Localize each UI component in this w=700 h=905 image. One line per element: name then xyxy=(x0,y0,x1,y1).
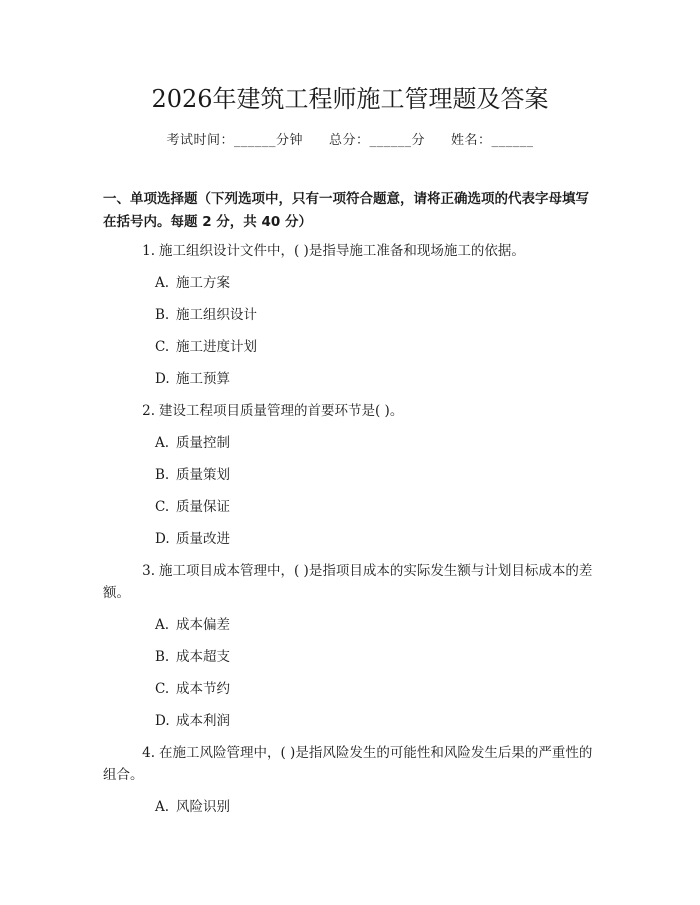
option-letter: D. xyxy=(155,531,170,547)
option-letter: A. xyxy=(155,617,170,633)
answer-option xyxy=(103,464,600,486)
question-item xyxy=(103,560,600,732)
option-text: 施工组织设计 xyxy=(176,307,257,323)
exam-meta-line xyxy=(0,131,700,151)
question-item xyxy=(103,240,600,390)
total-score-field: 总分：______分 xyxy=(328,133,425,148)
question-text: 施工组织设计文件中，( )是指导施工准备和现场施工的依据。 xyxy=(159,243,525,259)
option-text: 质量改进 xyxy=(176,531,230,547)
answer-option xyxy=(103,614,600,636)
answer-option xyxy=(103,496,600,518)
question-item xyxy=(103,742,600,818)
answer-option xyxy=(103,528,600,550)
answer-option xyxy=(103,272,600,294)
question-stem xyxy=(103,400,600,422)
option-text: 成本偏差 xyxy=(176,617,230,633)
answer-option xyxy=(103,432,600,454)
option-letter: C. xyxy=(155,339,170,355)
question-number: 3. xyxy=(142,563,155,579)
question-text: 在施工风险管理中，( )是指风险发生的可能性和风险发生后果的严重性的组合。 xyxy=(103,745,593,783)
answer-option xyxy=(103,796,600,818)
option-text: 质量保证 xyxy=(176,499,230,515)
question-number: 4. xyxy=(142,745,155,761)
question-text: 建设工程项目质量管理的首要环节是( )。 xyxy=(159,403,404,419)
question-item xyxy=(103,400,600,550)
option-text: 成本利润 xyxy=(176,713,230,729)
name-field: 姓名：______ xyxy=(451,133,534,148)
section-heading: 一、单项选择题（下列选项中，只有一项符合题意，请将正确选项的代表字母填写在括号内。每题 2 分，共 40 分） xyxy=(103,191,589,230)
question-text: 施工项目成本管理中，( )是指项目成本的实际发生额与计划目标成本的差额。 xyxy=(103,563,593,601)
option-letter: B. xyxy=(155,307,170,323)
answer-option xyxy=(103,646,600,668)
option-letter: A. xyxy=(155,275,170,291)
option-letter: C. xyxy=(155,499,170,515)
exam-time-field: 考试时间：______分钟 xyxy=(166,133,303,148)
option-text: 施工预算 xyxy=(176,371,230,387)
option-text: 质量控制 xyxy=(176,435,230,451)
option-letter: C. xyxy=(155,681,170,697)
answer-option xyxy=(103,368,600,390)
option-text: 成本节约 xyxy=(176,681,230,697)
option-letter: D. xyxy=(155,371,170,387)
question-number: 2. xyxy=(142,403,155,419)
option-text: 施工进度计划 xyxy=(176,339,257,355)
option-letter: B. xyxy=(155,649,170,665)
question-list xyxy=(103,240,600,828)
question-stem xyxy=(103,742,600,786)
option-text: 成本超支 xyxy=(176,649,230,665)
option-text: 风险识别 xyxy=(176,799,230,815)
answer-option xyxy=(103,336,600,358)
question-stem xyxy=(103,240,600,262)
answer-option xyxy=(103,678,600,700)
option-letter: D. xyxy=(155,713,170,729)
option-text: 质量策划 xyxy=(176,467,230,483)
option-letter: A. xyxy=(155,435,170,451)
option-letter: B. xyxy=(155,467,170,483)
answer-option xyxy=(103,304,600,326)
option-letter: A. xyxy=(155,799,170,815)
document-title: 2026年建筑工程师施工管理题及答案 xyxy=(151,85,549,113)
question-stem xyxy=(103,560,600,604)
answer-option xyxy=(103,710,600,732)
option-text: 施工方案 xyxy=(176,275,230,291)
question-number: 1. xyxy=(142,243,155,259)
